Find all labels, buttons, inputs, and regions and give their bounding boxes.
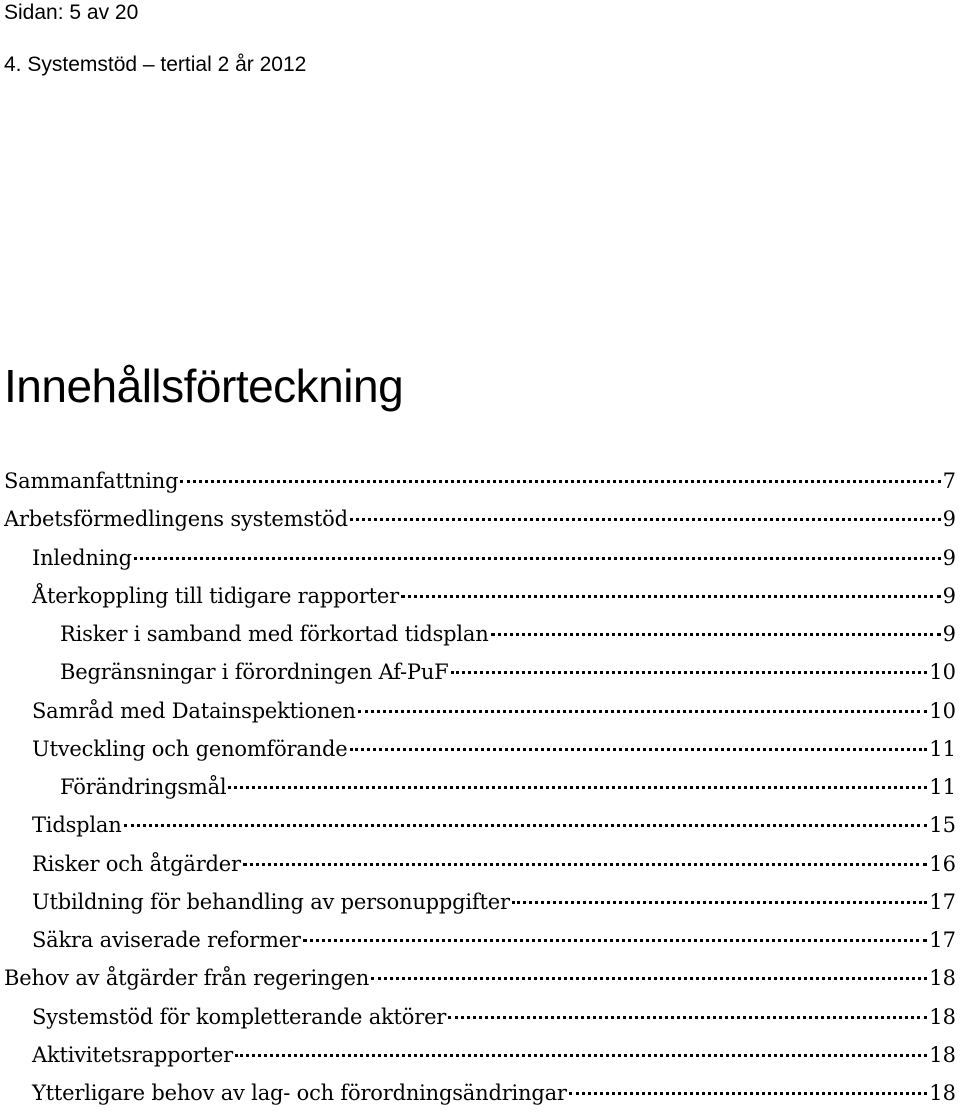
toc-entry[interactable] — [4, 1036, 956, 1074]
toc-entry[interactable] — [4, 730, 956, 768]
toc-entry[interactable] — [4, 653, 956, 691]
dot-leader — [371, 977, 927, 980]
toc-entry[interactable] — [4, 883, 956, 921]
toc-entry-page: 17 — [929, 928, 956, 952]
toc-entry-page: 17 — [929, 889, 956, 914]
toc-entry-title: Förändringsmål — [60, 775, 227, 799]
dot-leader — [350, 518, 941, 521]
dot-leader — [124, 824, 928, 827]
toc-entry-title: Systemstöd för kompletterande aktörer — [32, 1004, 447, 1029]
toc-entry[interactable] — [4, 845, 956, 883]
toc-entry[interactable] — [4, 921, 956, 959]
dot-leader — [303, 939, 927, 942]
toc-entry-title: Risker och åtgärder — [32, 851, 241, 876]
toc-entry-page: 11 — [929, 736, 956, 761]
page-number: Sidan: 5 av 20 — [4, 1, 139, 24]
toc-entry[interactable] — [4, 500, 956, 538]
toc-entry-title: Arbetsförmedlingens systemstöd — [4, 507, 348, 532]
toc-entry[interactable] — [4, 462, 956, 500]
dot-leader — [512, 901, 927, 904]
toc-title: Innehållsförteckning — [4, 360, 404, 412]
dot-leader — [243, 863, 927, 866]
dot-leader — [451, 671, 928, 674]
toc-entry-page: 7 — [942, 469, 956, 493]
toc-entry-page: 9 — [942, 622, 956, 646]
toc-entry[interactable] — [4, 998, 956, 1036]
toc-entry-page: 18 — [929, 1004, 956, 1029]
toc-entry-title: Behov av åtgärder från regeringen — [4, 966, 370, 991]
dot-leader — [235, 1054, 927, 1057]
toc-entry[interactable] — [4, 806, 956, 844]
table-of-contents — [4, 462, 956, 1112]
toc-entry-page: 16 — [929, 851, 956, 876]
toc-entry[interactable] — [4, 1074, 956, 1112]
section-heading: 4. Systemstöd – tertial 2 år 2012 — [4, 53, 307, 76]
toc-entry-page: 9 — [942, 545, 956, 570]
dot-leader — [569, 1092, 927, 1095]
dot-leader — [350, 748, 928, 751]
page-header — [4, 0, 306, 78]
toc-entry-page: 18 — [929, 966, 956, 991]
toc-entry-title: Ytterligare behov av lag- och förordningsändringar — [32, 1081, 567, 1105]
toc-entry-page: 10 — [929, 660, 956, 685]
dot-leader — [491, 633, 941, 636]
toc-entry[interactable] — [4, 615, 956, 653]
toc-entry-page: 11 — [929, 775, 956, 799]
toc-entry-page: 15 — [929, 813, 956, 838]
toc-entry-title: Inledning — [32, 545, 132, 570]
toc-entry-page: 18 — [929, 1081, 956, 1105]
toc-entry-page: 9 — [942, 507, 956, 532]
toc-entry-title: Utbildning för behandling av personuppgifter — [32, 889, 510, 914]
dot-leader — [358, 710, 928, 713]
dot-leader — [448, 1016, 927, 1019]
toc-entry-page: 10 — [929, 698, 956, 723]
toc-entry[interactable] — [4, 959, 956, 997]
toc-entry-title: Utveckling och genomförande — [32, 736, 348, 761]
toc-entry-page: 9 — [942, 583, 956, 608]
toc-entry-page: 18 — [929, 1042, 956, 1067]
toc-entry[interactable] — [4, 539, 956, 577]
dot-leader — [180, 480, 940, 483]
toc-entry-title: Säkra aviserade reformer — [32, 928, 301, 952]
toc-entry-title: Tidsplan — [32, 813, 122, 838]
toc-entry[interactable] — [4, 577, 956, 615]
toc-entry[interactable] — [4, 692, 956, 730]
dot-leader — [228, 786, 927, 789]
toc-entry-title: Återkoppling till tidigare rapporter — [32, 583, 399, 608]
toc-entry-title: Sammanfattning — [4, 469, 179, 493]
toc-entry[interactable] — [4, 768, 956, 806]
dot-leader — [134, 557, 941, 560]
toc-entry-title: Aktivitetsrapporter — [32, 1042, 233, 1067]
dot-leader — [401, 595, 941, 598]
toc-entry-title: Begränsningar i förordningen Af-PuF — [60, 660, 449, 685]
toc-entry-title: Risker i samband med förkortad tidsplan — [60, 622, 489, 646]
toc-entry-title: Samråd med Datainspektionen — [32, 698, 356, 723]
